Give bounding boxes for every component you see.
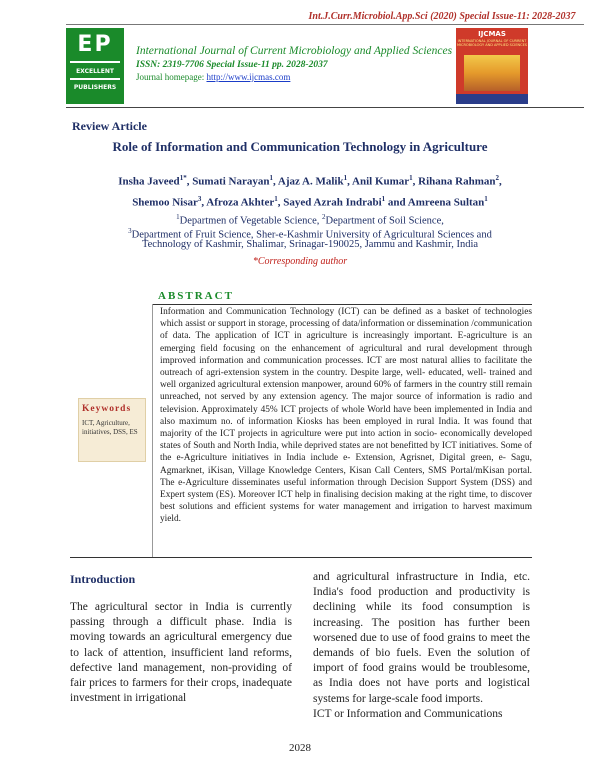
abstract-top-rule [152,304,532,305]
keywords-list: ICT, Agriculture, initiatives, DSS, ES [82,419,138,436]
introduction-paragraph: and agricultural infrastructure in India, etc. India's food production and productivity is declining while its food consumption is increasing. The position has further been worsened due to use of food grains to meet the demands of bio fuels. Even the solution of import of food grains would be troublesome, as India does not have ports and logistical systems for large-scale food imports. [313,571,530,705]
affiliation-line-2: $^3$Department of Fruit Science, Sher-e-Kashmir University of Agricultural Sciences and [128,227,492,241]
journal-homepage [136,72,290,82]
author-affiliation-mark: 1 [343,174,348,182]
author-name: Shemoo Nisar [132,196,198,209]
publisher-logo [66,28,124,104]
affiliation-line-3: Technology of Kashmir, Shalimar, Srinagar-190025, Jammu and Kashmir, India [141,239,479,250]
author-affiliation-mark: 2 [495,174,499,182]
journal-name: International Journal of Current Microbiology and Applied Sciences [136,45,453,57]
author-affiliation-mark: 1* [179,174,187,182]
keywords-box [78,398,146,462]
author-affiliation-mark: 1 [381,194,386,203]
logo-divider [70,78,120,80]
author-affiliation-mark: 3 [197,194,202,203]
cover-subtitle: INTERNATIONAL JOURNAL OF CURRENT MICROBIOLOGY AND APPLIED SCIENCES [456,39,528,47]
page-number: 2028 [289,742,311,754]
masthead-rule [66,107,584,108]
introduction-paragraph: ICT or Information and Communications [313,707,503,720]
article-type: Review Article [72,119,147,133]
introduction-heading: Introduction [70,572,136,586]
abstract-heading: ABSTRACT [158,290,234,302]
cover-title: IJCMAS [478,30,506,38]
introduction-right-column [313,570,530,722]
header-rule [66,24,584,25]
abstract-body: Information and Communication Technology (ICT) can be defined as a basket of technologies which assist or support in storage, processing of data/information or dissemination /communication of data. The application of ICT in agriculture is increasingly important. E-agriculture is an emerging field focusing on the enhancement of agricultural and rural development through improved information and communication processes. ICT are most natural allies to facilitate the outreach of agri-extension system in the country. Despite large, well- educated, well- trained and well organized agricultural extension manpower, around 60% of farmers in the country still remain unreached, not served by any extension agency. The major source of information is radio and television. Approximately 45% ICT projects of whole World have been implemented in India and also maximum no. of information Kiosks has been employed in rural India. It was found that majority of the ICT projects in agriculture were put into action in socio- economically developed states of South and North India, while deprived states are not benefitted by ICT initiatives. Some of the e-Agriculture initiatives in India include e- Extension, Agrisnet, Digital green, e- Sagu, Agmarknet, iKisan, Village Knowledge Centers, Kisan Call Centers, SMS Portal/mKisan portal. The e-Agriculture disseminates useful information through Decision Support System (DSS) and Expert system (ES). Moreover ICT help in finalising decision making at the right time, to discover best solutions and efficient systems for water management and irrigation to harvest maximum yield. [160,307,532,525]
cover-illustration [464,55,520,91]
abstract-column-divider [152,304,153,557]
running-head-citation: Int.J.Curr.Microbiol.App.Sci (2020) Special Issue-11: 2028-2037 [308,11,576,22]
affiliation-fruit-science: Department of Fruit Science, Sher-e-Kashmir University of Agricultural Sciences and [131,229,492,241]
article-title: Role of Information and Communication Technology in Agriculture [112,139,488,154]
cover-band [456,94,528,104]
author-name: Anil Kumar [352,175,410,188]
abstract-bottom-rule [70,557,532,558]
author-affiliation-mark: 1 [274,194,278,203]
introduction-left-column: The agricultural sector in India is currently passing through a difficult phase. India is moving towards an agricultural emergency due to lack of attention, insufficient land reforms, defective land management, non-providing of fair prices to farmers for their crops, inadequate investment in irrigational [70,601,292,705]
author-affiliation-mark: 1 [409,174,413,182]
affiliation-line-1: $^1$Departmen of Vegetable Science, $^2$Department of Soil Science, [176,213,444,227]
author-line-1: Insha Javeed$^{1*}$, Sumati Narayan$^1$, Ajaz A. Malik$^1$, Anil Kumar$^1$, Rihana Rahman$^2$, [118,174,502,188]
author-name: Amreena Sultan [407,196,485,209]
author-name: Sumati Narayan [192,175,270,188]
author-line-2: Shemoo Nisar$^3$, Afroza Akhter$^1$, Sayed Azrah Indrabi$^1$ and Amreena Sultan$^1$ [132,194,488,209]
author-affiliation-mark: 1 [269,174,273,182]
author-name: Insha Javeed [118,175,180,188]
corresponding-author-note: *Corresponding author [252,256,348,267]
author-name: Rihana Rahman [418,175,496,188]
logo-letters: EP [77,32,113,57]
affiliation-vegetable-science: Departmen of Vegetable Science, [179,215,322,227]
affiliation-soil-science: Department of Soil Science, [325,215,444,227]
author-name: Ajaz A. Malik [277,175,344,188]
logo-text-excellent: EXCELLENT [76,68,114,75]
issn-line: ISSN: 2319-7706 Special Issue-11 pp. 2028-2037 [136,60,328,70]
journal-cover-thumbnail [456,28,528,104]
author-name: Afroza Akhter [206,196,275,209]
author-name: Sayed Azrah Indrabi [283,196,382,209]
homepage-label: Journal homepage: [136,72,207,82]
author-list [60,170,560,211]
homepage-link[interactable]: http://www.ijcmas.com [206,72,291,82]
author-affiliation-mark: 1 [484,194,488,203]
logo-text-publishers: PUBLISHERS [73,84,117,91]
logo-divider [70,61,120,63]
keywords-heading: Keywords [82,404,132,414]
